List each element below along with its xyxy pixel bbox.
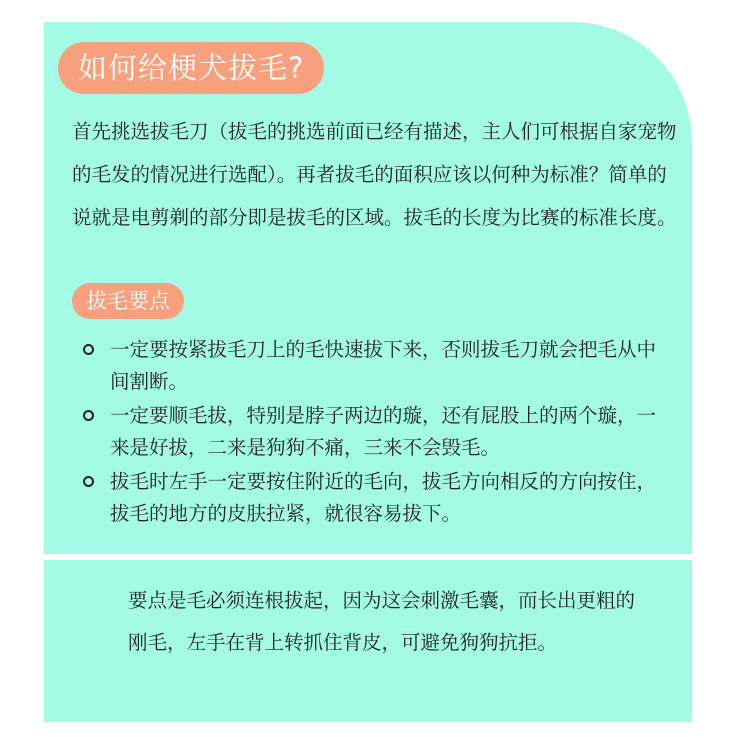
bullet-icon (83, 410, 94, 421)
key-points-list (80, 334, 660, 532)
page-title: 如何给梗犬拔毛? (58, 42, 324, 94)
bullet-icon (83, 344, 94, 355)
intro-paragraph: 首先挑选拔毛刀（拔毛的挑选前面已经有描述，主人们可根据自家宠物的毛发的情况进行选配）。再者拔毛的面积应该以何种为标准？简单的说就是电剪剃的部分即是拔毛的区域。拔毛的长度为比赛的标准长度。 (72, 120, 677, 229)
list-item (80, 334, 660, 398)
list-item-text: 拔毛时左手一定要按住附近的毛向，拔毛方向相反的方向按住，拔毛的地方的皮肤拉紧，就很容易拔下。 (110, 470, 657, 525)
section-title: 拔毛要点 (72, 283, 184, 319)
bullet-icon (83, 476, 94, 487)
list-item-text: 一定要顺毛拔，特别是脖子两边的璇，还有屁股上的两个璇，一来是好拔，二来是狗狗不痛，三来不会毁毛。 (110, 404, 657, 459)
list-item (80, 400, 660, 464)
note-paragraph: 要点是毛必须连根拔起，因为这会刺激毛囊，而长出更粗的刚毛，左手在背上转抓住背皮，可避免狗狗抗拒。 (128, 589, 636, 654)
list-item (80, 466, 660, 530)
list-item-text: 一定要按紧拔毛刀上的毛快速拔下来，否则拔毛刀就会把毛从中间割断。 (110, 338, 657, 393)
